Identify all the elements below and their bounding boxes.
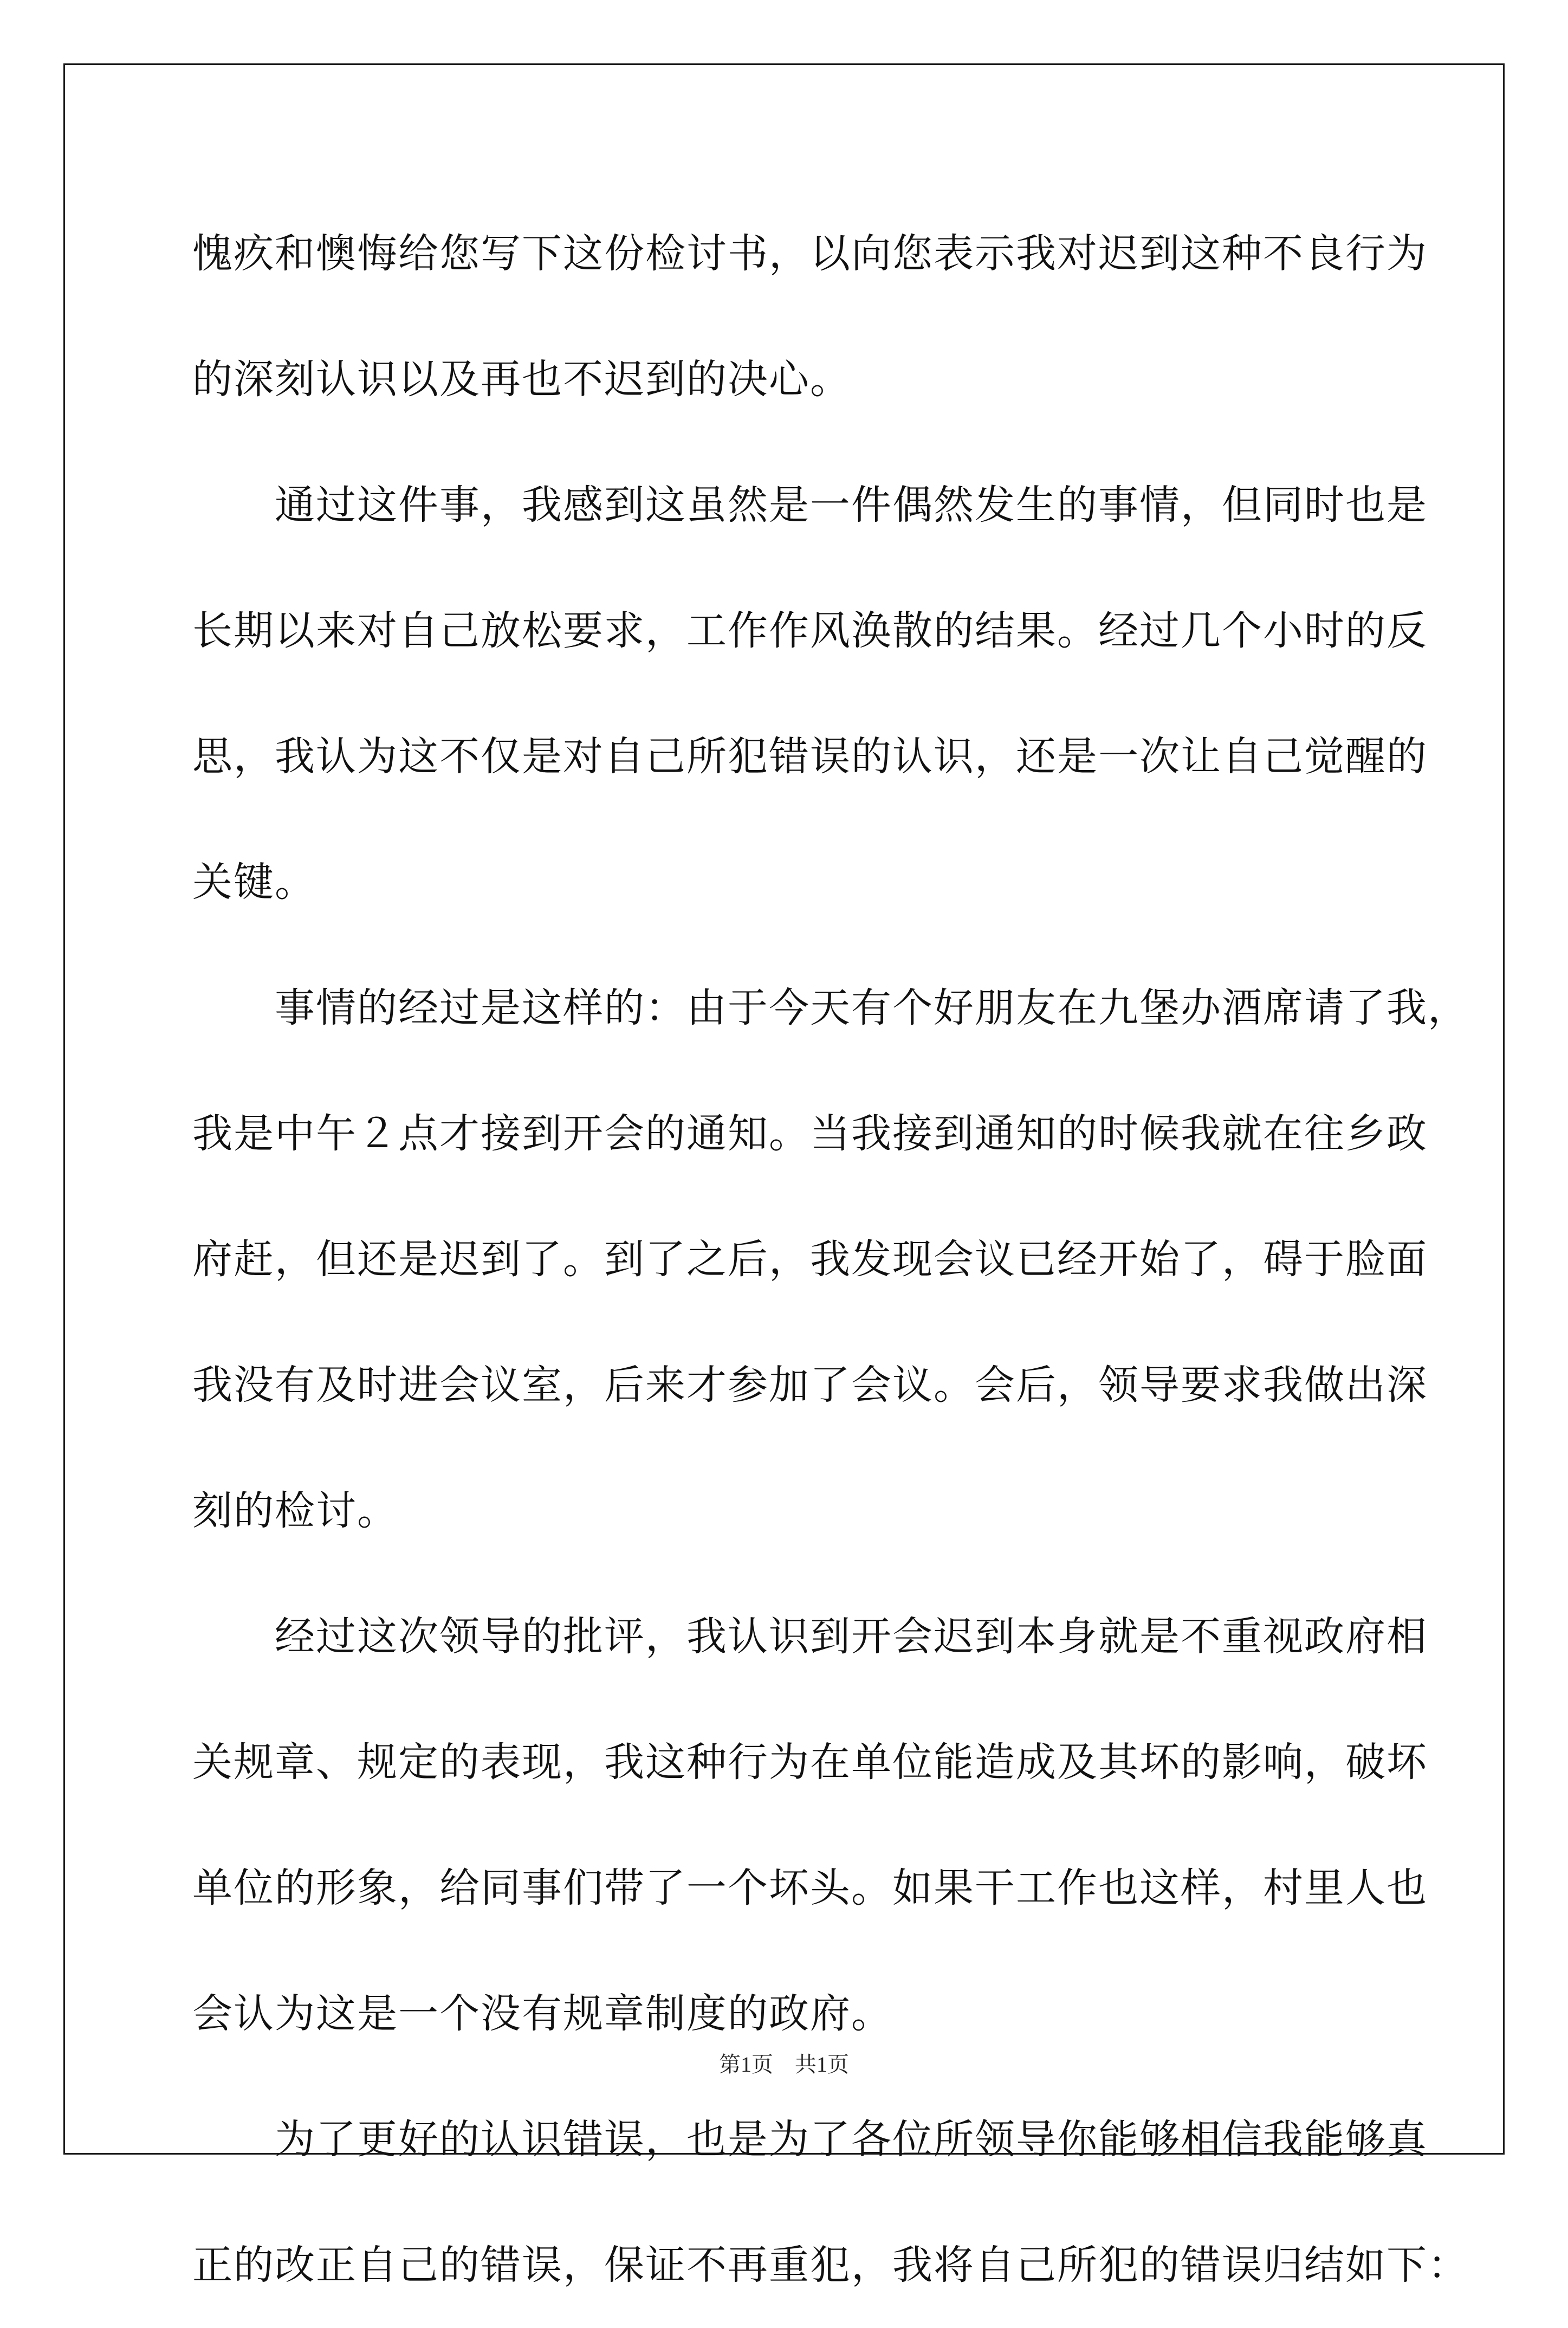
paragraph-start-line: 为了更好的认识错误，也是为了各位所领导你能够相信我能够真	[192, 2116, 1428, 2163]
text-line: 我是中午２点才接到开会的通知。当我接到通知的时候我就在往乡政	[192, 1110, 1428, 1157]
document-body	[192, 191, 1469, 2328]
text-line: 会认为这是一个没有规章制度的政府。	[192, 1990, 892, 2037]
text-line: 愧疚和懊悔给您写下这份检讨书，以向您表示我对迟到这种不良行为	[192, 230, 1428, 277]
text-line: 关规章、规定的表现，我这种行为在单位能造成及其坏的影响，破坏	[192, 1739, 1428, 1786]
paragraph-start-line: 事情的经过是这样的：由于今天有个好朋友在九堡办酒席请了我，	[192, 985, 1469, 1031]
paragraph-start-line: 经过这次领导的批评，我认识到开会迟到本身就是不重视政府相	[192, 1613, 1428, 1660]
text-line: 的深刻认识以及再也不迟到的决心。	[192, 356, 851, 403]
page-number-footer: 第1页 共1页	[719, 2052, 849, 2077]
text-line: 单位的形象，给同事们带了一个坏头。如果干工作也这样，村里人也	[192, 1865, 1428, 1911]
text-line: 长期以来对自己放松要求，工作作风涣散的结果。经过几个小时的反	[192, 607, 1428, 654]
text-line: 正的改正自己的错误，保证不再重犯，我将自己所犯的错误归结如下：	[192, 2242, 1469, 2288]
text-line: 刻的检讨。	[192, 1488, 398, 1534]
paragraph-start-line: 通过这件事，我感到这虽然是一件偶然发生的事情，但同时也是	[192, 482, 1428, 528]
text-line: 关键。	[192, 859, 316, 906]
text-line: 我没有及时进会议室，后来才参加了会议。会后，领导要求我做出深	[192, 1362, 1428, 1408]
text-line: 府赶，但还是迟到了。到了之后，我发现会议已经开始了，碍于脸面	[192, 1236, 1428, 1283]
text-line: 思，我认为这不仅是对自己所犯错误的认识，还是一次让自己觉醒的	[192, 733, 1428, 780]
